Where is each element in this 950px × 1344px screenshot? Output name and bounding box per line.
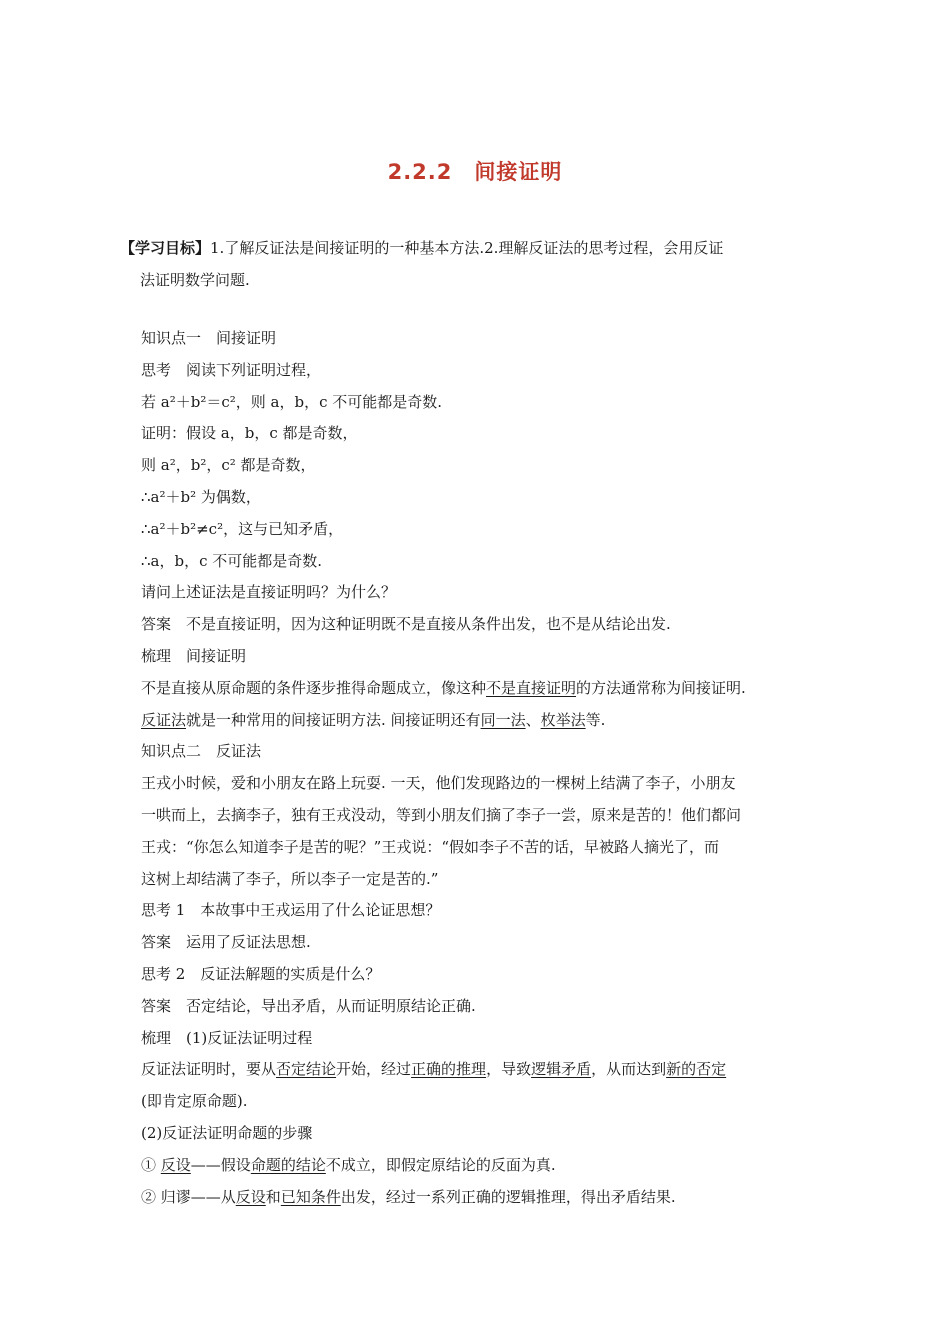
goals-tag: 【学习目标】 (120, 239, 211, 257)
content-body (141, 323, 821, 1213)
kp1-statement: 若 a²＋b²＝c²，则 a，b，c 不可能都是奇数. (141, 392, 443, 411)
kp2-step-2 (141, 1182, 821, 1214)
underlined-term: 正确的推理 (411, 1060, 487, 1079)
underlined-term: 否定结论 (276, 1060, 337, 1079)
text: ，导致 (486, 1060, 532, 1079)
kp1-proof-4: ∴a²＋b²≠c²，这与已知矛盾， (141, 519, 344, 538)
kp2-story-2: 一哄而上，去摘李子，独有王戎没动，等到小朋友们摘了李子一尝，原来是苦的！他们都问 (141, 805, 742, 824)
kp1-think: 思考 阅读下列证明过程， (141, 360, 322, 379)
kp2-story-1: 王戎小时候，爱和小朋友在路上玩耍. 一天，他们发现路边的一棵树上结满了李子，小朋友 (141, 774, 736, 793)
kp1-heading: 知识点一 间接证明 (141, 329, 277, 347)
text: ，从而达到 (591, 1060, 667, 1079)
underlined-term: 不是直接证明 (486, 678, 577, 697)
underlined-term: 反证法 (141, 710, 187, 729)
kp2-process-1 (141, 1054, 821, 1086)
text: ——假设 (190, 1155, 251, 1174)
kp2-heading: 知识点二 反证法 (141, 742, 262, 761)
underlined-term: 枚举法 (540, 710, 586, 729)
underlined-term: 逻辑矛盾 (531, 1060, 592, 1079)
kp2-think-1: 思考 1 本故事中王戎运用了什么论证思想？ (141, 901, 441, 920)
text: ① (141, 1155, 161, 1174)
kp1-proof-5: ∴a，b，c 不可能都是奇数. (141, 551, 323, 570)
text: 和 (265, 1187, 281, 1206)
kp2-steps: (2)反证法证明命题的步骤 (141, 1123, 313, 1142)
text: ② 归谬——从 (141, 1187, 236, 1206)
kp2-story-4: 这树上却结满了李子，所以李子一定是苦的.” (141, 869, 439, 888)
kp1-summary-1 (141, 673, 821, 705)
learning-goals (120, 232, 820, 296)
goals-text-2: 法证明数学问题. (140, 271, 250, 289)
text: 不成立，即假定原结论的反面为真. (325, 1155, 556, 1174)
text: 、 (525, 710, 541, 729)
text: 的方法通常称为间接证明. (576, 678, 746, 697)
kp1-proof-2: 则 a²，b²，c² 都是奇数， (141, 456, 316, 475)
kp1-proof-1: 证明：假设 a，b，c 都是奇数， (141, 424, 358, 443)
kp2-step-1 (141, 1150, 821, 1182)
underlined-term: 反设 (235, 1187, 266, 1206)
page-title: 2.2.2 间接证明 (387, 160, 563, 184)
underlined-term: 已知条件 (280, 1187, 341, 1206)
underlined-term: 命题的结论 (250, 1155, 326, 1174)
text: 等. (585, 710, 606, 729)
goals-text-1: 1.了解反证法是间接证明的一种基本方法.2.理解反证法的思考过程，会用反证 (210, 239, 724, 257)
kp2-answer-2: 答案 否定结论，导出矛盾，从而证明原结论正确. (141, 996, 476, 1015)
underlined-term: 同一法 (480, 710, 526, 729)
text: 反证法证明时，要从 (141, 1060, 277, 1079)
text: 开始，经过 (336, 1060, 412, 1079)
kp2-sort: 梳理 (1)反证法证明过程 (141, 1028, 313, 1047)
kp1-answer: 答案 不是直接证明，因为这种证明既不是直接从条件出发，也不是从结论出发. (141, 615, 671, 634)
kp2-process-2: (即肯定原命题). (141, 1092, 248, 1111)
kp1-summary-2 (141, 705, 821, 737)
text: 就是一种常用的间接证明方法. 间接证明还有 (186, 710, 481, 729)
kp2-story-3: 王戎：“你怎么知道李子是苦的呢？”王戎说：“假如李子不苦的话，早被路人摘光了，而 (141, 837, 720, 856)
kp1-proof-3: ∴a²＋b² 为偶数， (141, 487, 261, 506)
underlined-term: 反设 (160, 1155, 191, 1174)
kp1-sort: 梳理 间接证明 (141, 646, 247, 665)
text: 出发，经过一系列正确的逻辑推理，得出矛盾结果. (340, 1187, 676, 1206)
kp1-question: 请问上述证法是直接证明吗？为什么？ (141, 583, 397, 602)
text: 不是直接从原命题的条件逐步推得命题成立，像这种 (141, 678, 487, 697)
kp2-think-2: 思考 2 反证法解题的实质是什么？ (141, 964, 381, 983)
kp2-answer-1: 答案 运用了反证法思想. (141, 933, 311, 952)
underlined-term: 新的否定 (666, 1060, 727, 1079)
